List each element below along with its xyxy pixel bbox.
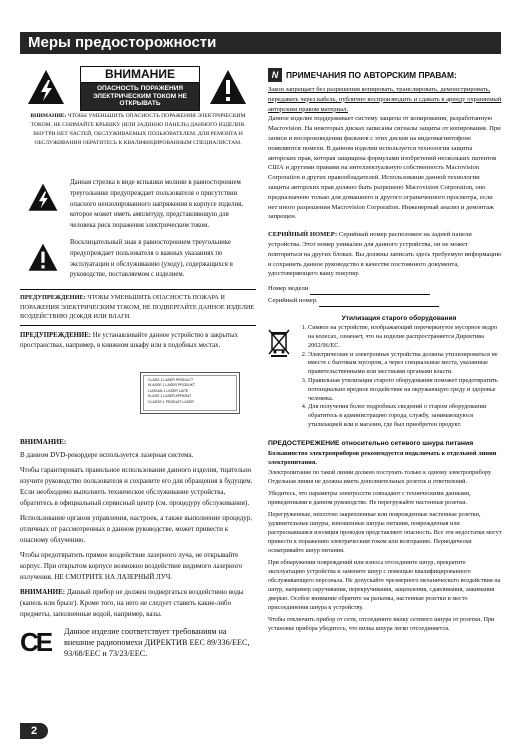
list-item: 4. Для получения более подробных сведений о старом оборудовании обратитесь в администрацию города, службу, занимающуюся утилизацией или в магазин, где был приобретен продукт. bbox=[308, 403, 502, 429]
laser-class-label bbox=[140, 372, 240, 414]
laser-paragraph-2: Чтобы гарантировать правильное использование данного изделия, тщательно изучите руководство пользователя и сохраните его для обращения в будущем. Если необходимо выполнить техническое обслуживание устройства, обратитесь в официальный сервисный центр (см. процедуру обслуживания). bbox=[20, 465, 253, 507]
water-warning-label: ВНИМАНИЕ: bbox=[20, 587, 66, 596]
power-cord-lead: Большинство электроприборов рекомендуется подключать к отдельной линии электропитания. bbox=[268, 449, 497, 466]
model-number-field bbox=[268, 283, 502, 295]
model-number-label: Номер модели bbox=[268, 285, 309, 293]
left-column bbox=[20, 62, 256, 659]
exclamation-triangle-icon bbox=[26, 242, 60, 274]
laser-heading: ВНИМАНИЕ: bbox=[20, 437, 67, 446]
lightning-explanation bbox=[20, 178, 256, 232]
ce-compliance bbox=[20, 626, 256, 659]
copyright-body: Данное изделие поддерживает систему защиты от копирования, разработанную Macrovision. На некоторых дисках записаны сигналы защиты от копирования. При записи и воспроизведении фильмов с этих дисков на видеомагнитофоне появляются помехи. В данном изделии используется технология защиты авторских прав, которая защищена формулами изобретений нескольких патентов США и другими правами на интеллектуальную собственность Macrovision Corporation и других правообладателей. Использование данной технологии защиты авторских прав должно быть разрешено Macrovision Corporation, оно предназначено только для домашнего и другого ограниченного просмотра, если нет иного разрешения Macrovision Corporation. Инженерный анализ и демонтаж запрещен. bbox=[268, 115, 501, 221]
weee-list bbox=[296, 324, 502, 430]
caution-body-label: ВНИМАНИЕ: bbox=[30, 113, 67, 119]
install-warning bbox=[20, 331, 256, 352]
weee-heading: Утилизация старого оборудования bbox=[341, 315, 457, 323]
power-cord-paragraph: Чтобы отключить прибор от сети, отсоедините вилку сетевого шнура от розетки. При установке прибора убедитесь, что вилка шнура легко отсоединяется. bbox=[268, 616, 495, 633]
registration-fields bbox=[268, 283, 502, 307]
lightning-warning-icon bbox=[26, 68, 66, 108]
install-warning-text: Не устанавливайте данное устройство в закрытых пространствах, например, в книжном шкафу или в подобных местах. bbox=[20, 331, 238, 350]
fire-warning bbox=[20, 289, 256, 326]
serial-number-text: Серийный номер расположен на задней панели устройства. Этот номер уникален для данного устройства, он не может повторяться на других блоках. Вы должны записать здесь требуемую информацию и сохранить данное руководство в качестве постоянного документа, удостоверяющего вашу покупку. bbox=[268, 231, 502, 278]
caution-title: ВНИМАНИЕ bbox=[81, 67, 199, 83]
weee-body bbox=[296, 315, 502, 430]
lightning-triangle-icon bbox=[26, 182, 60, 214]
page-number: 2 bbox=[20, 723, 48, 739]
copyright-heading-text: ПРИМЕЧАНИЯ ПО АВТОРСКИМ ПРАВАМ: bbox=[286, 70, 457, 80]
copyright-law-text: Закон запрещает без разрешения копировать, транслировать, демонстрировать, передавать через кабель, публично воспроизводить и сдавать в аренду охраняемый авторским правом материал. bbox=[268, 86, 502, 113]
list-item: 3. Правильная утилизация старого оборудования поможет предотвратить потенциально вредное воздействие на окружающую среду и здоровье человека. bbox=[308, 377, 502, 403]
power-cord-paragraph: Убедитесь, что параметры электросети совпадают с техническими данными, приведенными в данном руководстве. Не перегружайте настенные розетки. bbox=[268, 490, 471, 507]
power-cord-paragraph: Электропитание по такой линии должно поступать только к одному электроприбору. Отдельная линия не должна иметь дополнительных розеток и ответвлений. bbox=[268, 469, 492, 486]
exclamation-explanation-text: Восклицательный знак в равностороннем треугольнике предупреждает пользователя о важных указаниях по эксплуатации и обслуживанию (уходу), содержащихся в руководстве, поставляемом с изделием. bbox=[70, 238, 233, 279]
caution-box bbox=[20, 62, 256, 150]
caution-body bbox=[20, 112, 256, 148]
laser-class-label-text bbox=[143, 375, 237, 411]
copyright-heading bbox=[268, 68, 502, 82]
power-cord-paragraph: При обнаружении повреждений или износа отсоедините шнур, прекратите эксплуатацию устройства и замените шнур с помощью квалифицированного обслуживающего персонала. Не допускайте чрезмерного механического воздействия на шнур, например скручивания, перекручивания, защемления, сдавливания, зажимания дверью. Особое внимание обратите на разъемы, настенные розетки и место присоединения шнура к устройству. bbox=[268, 559, 501, 612]
page-title: Меры предосторожности bbox=[20, 32, 501, 54]
install-warning-label: ПРЕДУПРЕЖДЕНИЕ: bbox=[20, 331, 91, 339]
fire-warning-label: ПРЕДУПРЕЖДЕНИЕ: bbox=[20, 294, 86, 302]
exclamation-explanation bbox=[20, 238, 256, 281]
fire-warning-text: ЧТОБЫ УМЕНЬШИТЬ ОПАСНОСТЬ ПОЖАРА И ПОРАЖЕНИЯ ЭЛЕКТРИЧЕСКИМ ТОКОМ, НЕ ПОДВЕРГАЙТЕ ДАННОЕ ИЗДЕЛИЕ ВОЗДЕЙСТВИЮ ДОЖДЯ ИЛИ ВЛАГИ. bbox=[20, 294, 255, 321]
water-warning-text: Данный прибор не должен подвергаться воздействию воды (капель или брызг). Кроме того, на него не следует ставить какие-либо предметы, заполненные водой, например, вазы. bbox=[20, 587, 244, 618]
list-item: 2. Электрические и электронные устройства должны утилизироваться не вместе с бытовым мусором, а через специальные места, указанные правительственными или местными органами власти. bbox=[308, 351, 502, 377]
right-column bbox=[268, 68, 502, 633]
serial-number-label: СЕРИЙНЫЙ НОМЕР: bbox=[268, 231, 338, 239]
serial-number-section bbox=[268, 230, 502, 279]
copyright-law bbox=[268, 85, 502, 114]
laser-label-line: LUOKAN 1 LASER LAITE bbox=[148, 388, 189, 393]
laser-label-line: KLASS 1 LASER APPARAT bbox=[148, 394, 192, 399]
laser-paragraph-1: В данном DVD-рекордере используется лазерная система. bbox=[20, 450, 194, 459]
lightning-explanation-text: Данная стрелка в виде вспышки молнии в равностороннем треугольнике предупреждает пользователя о присутствии опасного неизолированного напряжения в корпусе изделия, которое может иметь амплитуду, представляющую для человека риск поражения электрическим током. bbox=[70, 179, 243, 230]
caution-header bbox=[80, 66, 200, 111]
power-cord-heading: ПРЕДОСТЕРЕЖЕНИЕ относительно сетевого шнура питания bbox=[268, 439, 474, 447]
caution-subtitle: ОПАСНОСТЬ ПОРАЖЕНИЯ ЭЛЕКТРИЧЕСКИМ ТОКОМ НЕ ОТКРЫВАТЬ bbox=[81, 83, 199, 110]
caution-body-text: ЧТОБЫ УМЕНЬШИТЬ ОПАСНОСТЬ ПОРАЖЕНИЯ ЭЛЕКТРИЧЕСКИМ ТОКОМ, НЕ СНИМАЙТЕ КРЫШКУ (ИЛИ ЗАДНЮЮ ПАНЕЛЬ) ДАННОГО ИЗДЕЛИЯ. ВНУТРИ НЕТ ЧАСТЕЙ, ОБСЛУЖИВАЕМЫХ ПОЛЬЗОВАТЕЛЕМ. ДЛЯ РЕМОНТА И ОБСЛУЖИВАНИЯ ОБРАТИТЕСЬ К КВАЛИФИЦИРОВАННЫМ СПЕЦИАЛИСТАМ. bbox=[30, 113, 246, 146]
serial-number-field bbox=[268, 295, 502, 307]
laser-paragraph-3: Использование органов управления, настроек, а также выполнение процедур, отличных от рассмотренных в данном руководстве, может привести к опасному облучению. bbox=[20, 513, 253, 544]
power-cord-paragraph: Перегруженные, неплотно закрепленные или поврежденные настенные розетки, удлинительные шнуры, изношенные шнуры питания, поврежденная или растрескавшаяся изоляция проводов представляют опасность. Все эти недостатки могут привести к поражению электрическим током или возгоранию. Периодически осматривайте шнур питания. bbox=[268, 511, 502, 555]
laser-label-line: CLASSE 1 PRODUIT LASER bbox=[148, 399, 194, 404]
ce-compliance-text: Данное изделие соответствует требованиям на внешние радиопомехи ДИРЕКТИВ EEC 89/336/EEC, 93/68/EEC и 73/23/EEC. bbox=[64, 626, 250, 658]
water-warning bbox=[20, 587, 256, 620]
ce-mark-icon: CE bbox=[20, 626, 51, 657]
crossed-bin-icon bbox=[268, 329, 290, 357]
laser-paragraph-4: Чтобы предотвратить прямое воздействие лазерного луча, не открывайте корпус. При открытом корпусе возможно воздействие видимого лазерного излучения. НЕ СМОТРИТЕ НА ЛАЗЕРНЫЙ ЛУЧ. bbox=[20, 550, 243, 581]
weee-section bbox=[268, 315, 502, 430]
exclamation-warning-icon bbox=[208, 68, 248, 108]
note-icon: N bbox=[268, 68, 282, 82]
serial-number-line bbox=[319, 306, 439, 307]
laser-label-line: CLASS 1 LASER PRODUCT bbox=[148, 377, 194, 382]
laser-label-line: KLASSE 1 LASER PRODUKT bbox=[148, 383, 196, 388]
serial-field-label: Серийный номер. bbox=[268, 297, 318, 305]
list-item: 1. Символ на устройстве, изображающий перечеркнутое мусорное ведро на колесах, означает, что на изделие распространяется Директива 2002/96/EC. bbox=[308, 324, 502, 350]
